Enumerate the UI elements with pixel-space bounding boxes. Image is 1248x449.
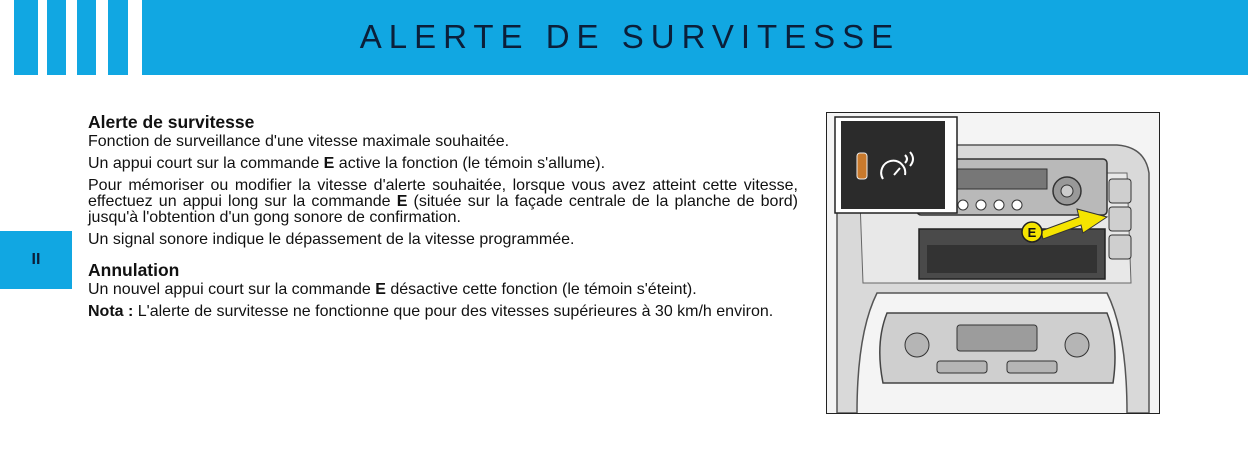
- text: Un nouvel appui court sur la commande: [88, 281, 376, 298]
- content-column: [88, 112, 798, 326]
- paragraph: Fonction de surveillance d'une vitesse maximale souhaitée.: [88, 133, 510, 150]
- nota-label: Nota :: [88, 303, 134, 320]
- header-stripe: [0, 0, 14, 75]
- header-stripe: [66, 0, 77, 75]
- key-label: E: [323, 155, 335, 172]
- page-title: ALERTE DE SURVITESSE: [359, 18, 901, 55]
- page-header: [0, 0, 1248, 75]
- section-heading-alerte: Alerte de survitesse: [88, 112, 255, 132]
- paragraph: [88, 282, 798, 298]
- paragraph: [88, 156, 798, 172]
- chapter-tab-label: II: [31, 251, 41, 268]
- text: Pour mémoriser ou modifier la vitesse d'alerte souhaitée, lorsque vous avez atteint cette vitesse, effectuez un appui long sur la commande: [88, 177, 798, 210]
- paragraph: [88, 178, 798, 226]
- key-label: E: [396, 193, 408, 210]
- dashboard-illustration: [826, 112, 1160, 414]
- header-stripe: [96, 0, 108, 75]
- text: (située sur la façade centrale de la planche de bord) jusqu'à l'obtention d'un gong sonore de confirmation.: [88, 193, 799, 226]
- dashboard-drawing: [827, 113, 1159, 413]
- text: L'alerte de survitesse ne fonctionne que pour des vitesses supérieures à 30 km/h environ.: [133, 303, 774, 320]
- paragraph: Un signal sonore indique le dépassement de la vitesse programmée.: [88, 231, 575, 248]
- callout-label-e: E: [1027, 225, 1037, 240]
- text: active la fonction (le témoin s'allume).: [334, 155, 606, 172]
- nota-paragraph: [88, 304, 798, 320]
- key-label: E: [375, 281, 386, 298]
- text: Un appui court sur la commande: [88, 155, 324, 172]
- section-heading-annulation: Annulation: [88, 260, 180, 280]
- header-stripe: [128, 0, 142, 75]
- header-stripe: [38, 0, 47, 75]
- text: désactive cette fonction (le témoin s'éteint).: [385, 281, 697, 298]
- chapter-tab: [0, 231, 72, 289]
